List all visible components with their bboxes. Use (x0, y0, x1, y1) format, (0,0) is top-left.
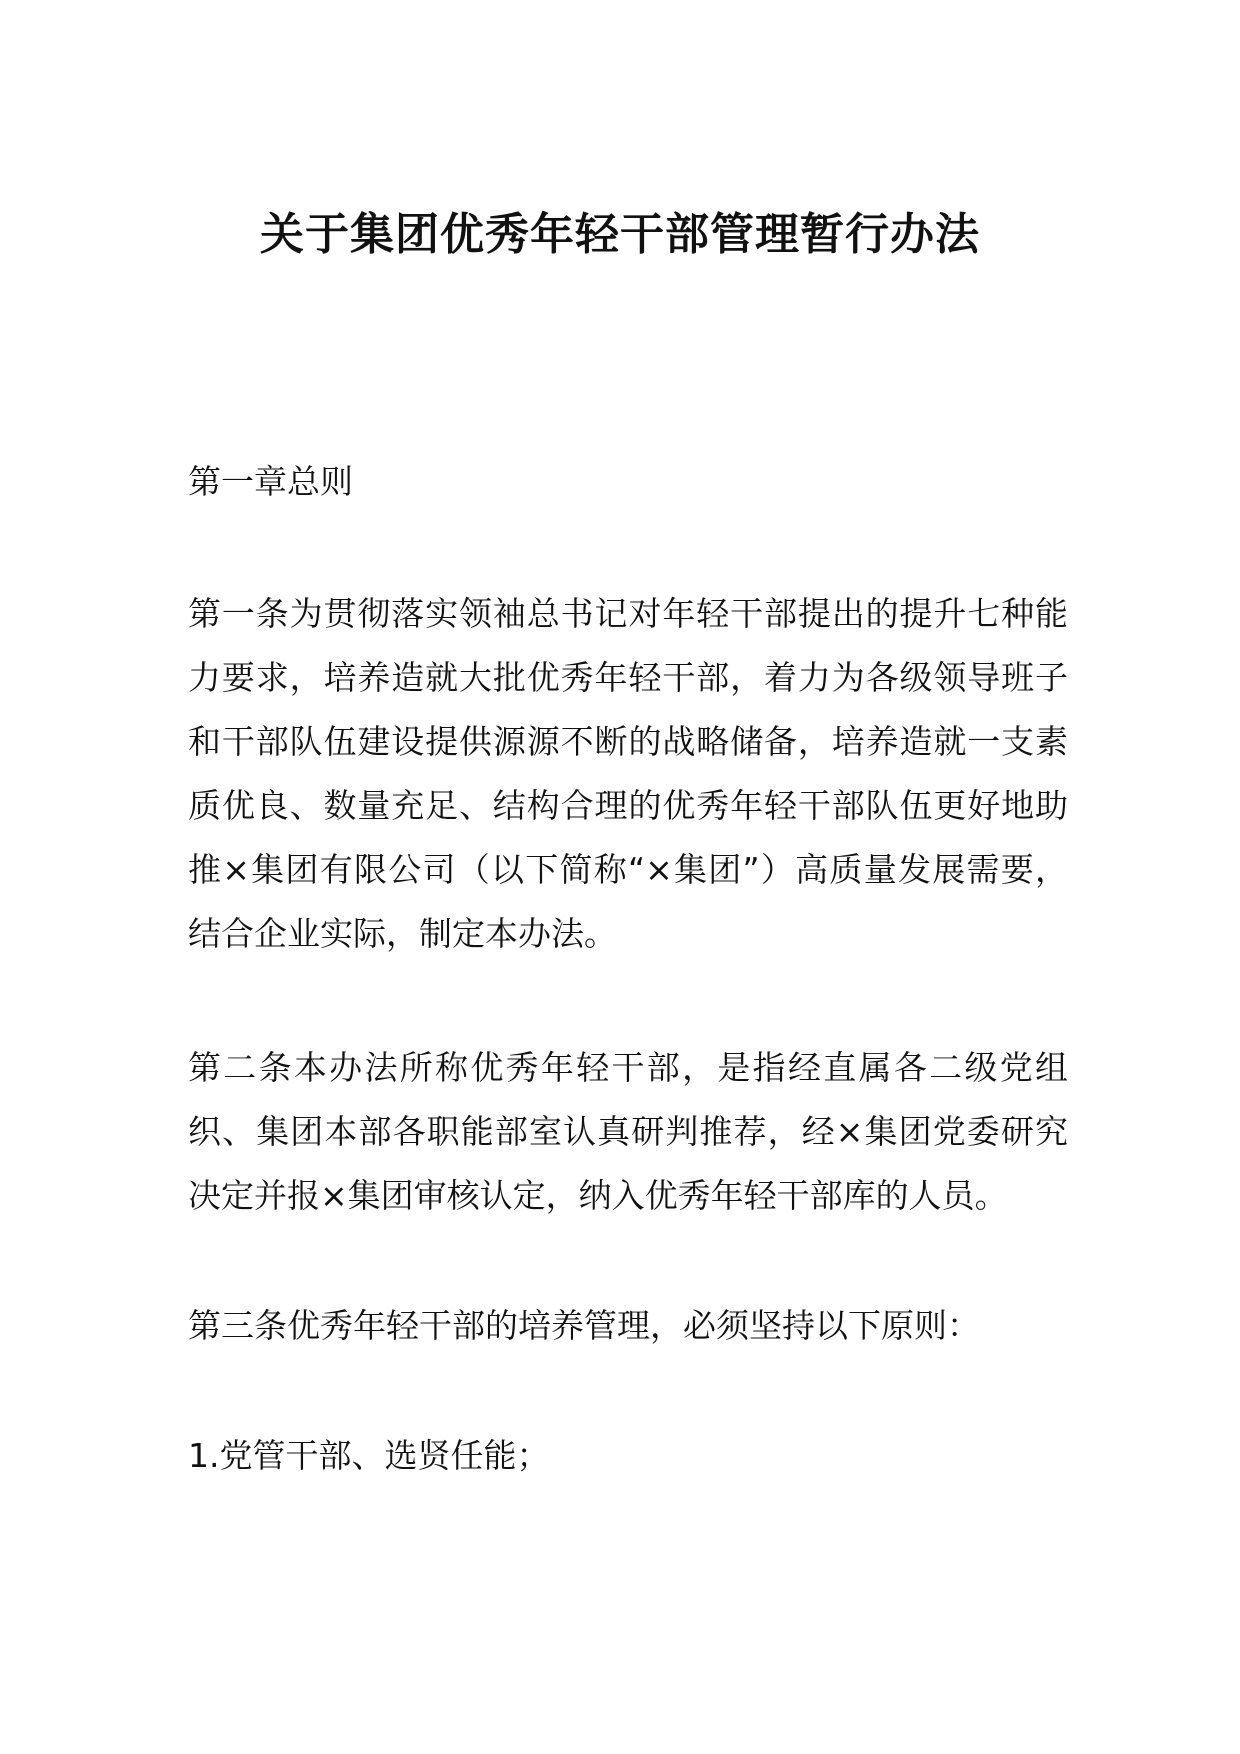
document-title: 关于集团优秀年轻干部管理暂行办法 (260, 209, 980, 260)
article-2: 第二条本办法所称优秀年轻干部，是指经直属各二级党组织、集团本部各职能部室认真研判推荐，经×集团党委研究决定并报×集团审核认定，纳入优秀年轻干部库的人员。 (188, 1048, 1068, 1215)
principle-item-1: 1.党管干部、选贤任能； (188, 1436, 550, 1475)
chapter-heading: 第一章总则 (188, 462, 353, 501)
article-3: 第三条优秀年轻干部的培养管理，必须坚持以下原则： (188, 1306, 980, 1345)
article-1: 第一条为贯彻落实领袖总书记对年轻干部提出的提升七种能力要求，培养造就大批优秀年轻干部，着力为各级领导班子和干部队伍建设提供源源不断的战略储备，培养造就一支素质优良、数量充足、结构合理的优秀年轻干部队伍更好地助推×集团有限公司（以下简称“×集团”）高质量发展需要，结合企业实际，制定本办法。 (188, 594, 1068, 953)
